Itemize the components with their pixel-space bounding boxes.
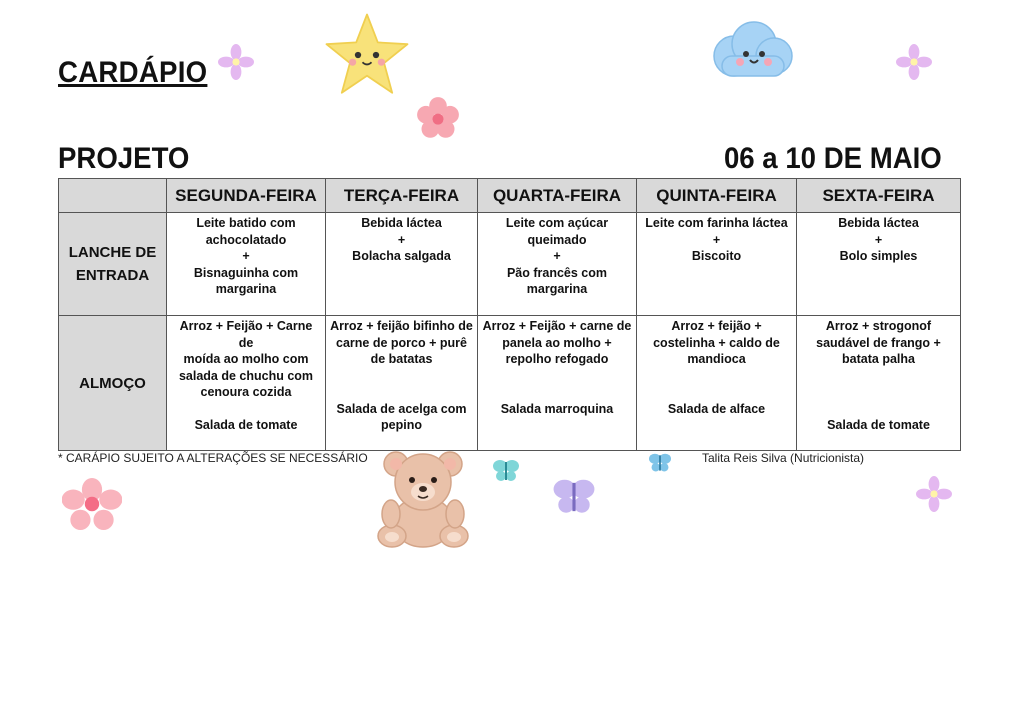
menu-item-line: margarina xyxy=(526,282,588,296)
table-row xyxy=(59,213,961,316)
menu-item-line: Salada marroquina xyxy=(500,401,614,416)
menu-cell xyxy=(167,316,326,451)
nutritionist-signature: Talita Reis Silva (Nutricionista) xyxy=(702,451,865,465)
row-label-line: ALMOÇO xyxy=(79,374,146,392)
day-header-thursday: QUINTA-FEIRA xyxy=(637,179,797,213)
menu-cell xyxy=(797,316,961,451)
menu-item-line: salada de chuchu com xyxy=(178,368,314,383)
flower-icon xyxy=(62,478,122,530)
menu-item-line: Arroz + Feijão + Carne de xyxy=(179,319,313,350)
menu-cell xyxy=(326,213,478,316)
menu-item-line: queimado xyxy=(527,232,587,247)
flower-icon xyxy=(896,44,932,80)
menu-item-line: de batatas xyxy=(370,352,433,366)
butterfly-icon xyxy=(648,452,672,474)
star-icon xyxy=(322,10,412,100)
flower-icon xyxy=(416,96,460,140)
menu-item-line: + xyxy=(712,232,721,247)
row-label-line: ENTRADA xyxy=(75,267,150,284)
menu-item-line: carne de porco + purê xyxy=(336,335,467,350)
menu-item-line: Arroz + feijão bifinho de xyxy=(330,319,473,333)
cloud-icon xyxy=(704,14,798,88)
menu-item-line: Biscoito xyxy=(691,249,742,263)
menu-item-line: Salada de alface xyxy=(667,401,766,416)
table-row xyxy=(59,316,961,451)
footnote: * CARÁPIO SUJEITO A ALTERAÇÕES SE NECESSÁRIO xyxy=(58,451,368,465)
menu-table xyxy=(58,178,961,451)
menu-item-line: moída ao molho com xyxy=(183,352,309,366)
day-header-monday: SEGUNDA-FEIRA xyxy=(167,179,326,213)
menu-item-line: Arroz + feijão + xyxy=(671,319,762,333)
day-header-wednesday: QUARTA-FEIRA xyxy=(478,179,637,213)
menu-item-line: margarina xyxy=(215,282,277,296)
menu-item-line: Bebida láctea xyxy=(361,216,442,230)
menu-item-line: cenoura cozida xyxy=(200,385,292,399)
menu-item-line: Salada de tomate xyxy=(194,418,298,432)
menu-item-line: Bebida láctea xyxy=(838,216,919,230)
menu-item-line: Bolo simples xyxy=(839,249,918,263)
butterfly-icon xyxy=(492,458,520,484)
project-label: PROJETO xyxy=(58,142,190,175)
menu-item-line: Arroz + Feijão + carne de xyxy=(482,319,632,333)
menu-cell xyxy=(326,316,478,451)
flower-icon xyxy=(218,44,254,80)
flower-icon xyxy=(916,476,952,512)
menu-item-line: batata palha xyxy=(842,352,915,366)
menu-item-line: Leite com açúcar xyxy=(505,216,609,230)
butterfly-icon xyxy=(552,476,596,518)
menu-item-line: pepino xyxy=(381,418,422,432)
row-label-line: LANCHE DE xyxy=(68,244,157,261)
menu-item-line: + xyxy=(397,232,406,247)
menu-cell xyxy=(478,213,637,316)
menu-item-line: mandioca xyxy=(687,352,746,366)
page-title: CARDÁPIO xyxy=(58,56,208,89)
menu-item-line: Salada de tomate xyxy=(827,418,930,432)
menu-cell xyxy=(637,213,797,316)
date-range: 06 a 10 DE MAIO xyxy=(724,142,942,175)
day-header-friday: SEXTA-FEIRA xyxy=(797,179,961,213)
menu-item-line: + xyxy=(242,249,250,263)
menu-cell xyxy=(637,316,797,451)
menu-item-line: Salada de acelga com xyxy=(336,401,467,416)
day-header-tuesday: TERÇA-FEIRA xyxy=(326,179,478,213)
menu-item-line: + xyxy=(874,232,883,247)
menu-cell xyxy=(797,213,961,316)
row-label-lunch xyxy=(59,316,167,451)
menu-item-line: repolho refogado xyxy=(505,352,609,366)
menu-item-line: Leite batido com xyxy=(196,216,296,230)
menu-cell xyxy=(478,316,637,451)
menu-item-line: Bolacha salgada xyxy=(352,249,451,263)
menu-item-line: saudável de frango + xyxy=(816,335,941,350)
menu-item-line: panela ao molho + xyxy=(502,335,612,350)
row-label-snack xyxy=(59,213,167,316)
menu-item-line: Arroz + strogonof xyxy=(825,319,932,333)
menu-item-line: costelinha + caldo de xyxy=(653,335,780,350)
teddy-bear-icon xyxy=(374,446,472,550)
menu-item-line: + xyxy=(553,249,561,263)
menu-cell xyxy=(167,213,326,316)
table-header-row xyxy=(59,179,961,213)
menu-item-line: Leite com farinha láctea xyxy=(645,216,788,230)
menu-item-line: Pão francês com xyxy=(506,265,608,280)
menu-item-line: Bisnaguinha com xyxy=(193,265,299,280)
corner-cell xyxy=(59,179,167,213)
menu-item-line: achocolatado xyxy=(205,232,287,247)
